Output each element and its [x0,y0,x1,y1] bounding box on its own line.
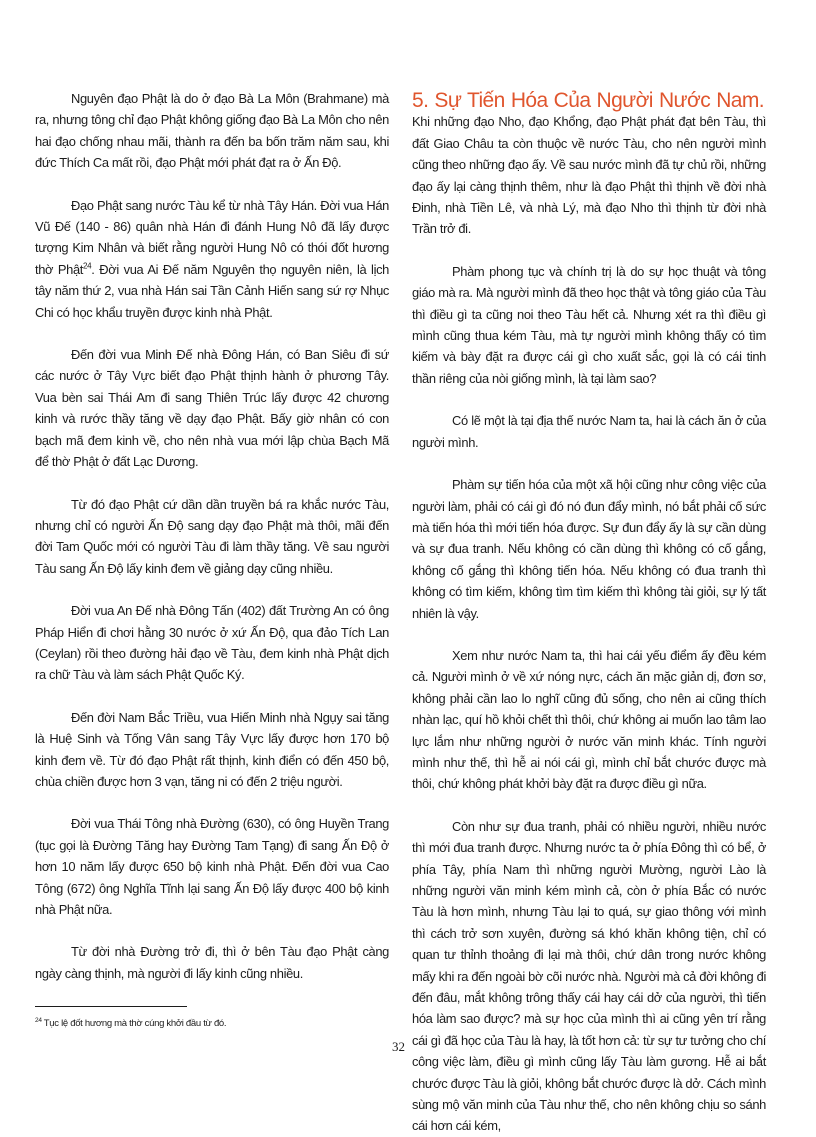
footnote-divider [35,1006,187,1007]
paragraph [35,195,389,323]
paragraph [412,88,766,240]
paragraph: Phàm sự tiến hóa của một xã hội cũng như công việc của người làm, phải có cái gì đó nó đun đẩy mình, nó bắt phải cố sức mà tiến hóa thì mới tiến hóa được. Sự đun đẩy ấy là sự cần dùng và sự đua tranh. Nếu không có cần dùng thì không có cố gắng, không cố gắng thì không tiến hóa. Nếu không có đua tranh thì không có tìm kiếm, không tìm tìm kiếm thì không tài giỏi, sự lý tất nhiên là vậy. [412,477,766,621]
paragraph: Có lẽ một là tại địa thế nước Nam ta, hai là cách ăn ở của người mình. [412,413,766,450]
paragraph: Từ đời nhà Đường trở đi, thì ở bên Tàu đạo Phật càng ngày càng thịnh, mà người đi lấy kinh cũng nhiều. [35,944,389,981]
paragraph-text-continued: . Đời vua Ai Đế năm Nguyên thọ nguyên niên, là lịch tây năm thứ 2, vua nhà Hán sai Tần Cảnh Hiến sang sứ rợ Nhục Chi có học khẩu truyền được kinh nhà Phật. [35,261,389,320]
paragraph: Đời vua Thái Tông nhà Đường (630), có ông Huyền Trang (tục gọi là Đường Tăng hay Đường Tam Tạng) đi sang Ấn Độ ở hơn 10 năm lấy được 650 bộ kinh nhà Phật. Đến đời vua Cao Tông (672) ông Nghĩa Tĩnh lại sang Ấn Độ lấy được 400 bộ kinh nhà Phật nữa. [35,816,389,917]
footnote-text: Tục lệ đốt hương mà thờ cúng khởi đầu từ đó. [41,1018,227,1029]
paragraph: Xem như nước Nam ta, thì hai cái yếu điểm ấy đều kém cả. Người mình ở về xứ nóng nực, cách ăn mặc giản dị, đơn sơ, không phải cần lao lo nghĩ cũng đủ sống, cho nên ai cũng thích nhàn lạc, quí hồ khỏi chết thì thôi, chứ không ai muốn lao tâm lao lực lắm như những người ở nước văn minh khác. Tính người mình như thế, thì hễ ai nói cái gì, mình chỉ bắt chước được mà thôi, chứ không phát khởi bày đặt ra được điều gì nữa. [412,647,766,792]
paragraph-text: Đạo Phật sang nước Tàu kể từ nhà Tây Hán. Đời vua Hán Vũ Đế (140 - 86) quân nhà Hán đi đánh Hung Nô đã lấy được tượng Kim Nhân và biết rằng người Hung Nô có thói đốt hương thờ Phật [35,197,389,277]
paragraph: Nguyên đạo Phật là do ở đạo Bà La Môn (Brahmane) mà ra, nhưng tông chỉ đạo Phật không giống đạo Bà La Môn cho nên hai đạo chống nhau mãi, thành ra đến ba bốn trăm năm sau, khi đức Thích Ca mất rồi, đạo Phật mới phát đạt ra ở Ấn Độ. [35,91,389,171]
section-heading: 5. Sự Tiến Hóa Của Người Nước Nam. [412,89,764,112]
page-number: 32 [392,1039,405,1054]
paragraph: Phàm phong tục và chính trị là do sự học thuật và tông giáo mà ra. Mà người mình đã theo học thật và tông giáo của Tàu thì điều gì ta cũng noi theo Tàu hết cả. Nhưng xét ra thì điều gì mình cũng thua kém Tàu, mà tự người mình không thấy có tìm kiếm và bày đặt ra được cái gì cho xuất sắc, gọi là có cái tinh thần riêng của nòi giống mình, là tại làm sao? [412,263,766,386]
footnote-reference[interactable]: 24 [83,261,92,271]
paragraph: Còn như sự đua tranh, phải có nhiều người, nhiều nước thì mới đua tranh được. Nhưng nước ta ở phía Đông thì có bể, ở phía Tây, phía Nam thì những người Mường, người Lào là những người văn minh kém mình cả, còn ở phía Bắc có nước Tàu là hơn mình, nhưng Tàu lại to quá, sự giao thông với mình thì cách trở sơn xuyên, đường sá khó khăn không tiện, chỉ có quan tư thỉnh thoảng đi lại mà thôi, chứ dân trong nước không mấy khi ra đến ngoài bờ cõi nước nhà. Người mà cả đời không đi đến đâu, mắt không trông thấy cái hay cái dở của người, thì tiến hóa làm sao được? mà sự học của mình thì ai cũng yên trí rằng cái gì đã học của Tàu là hay, là tốt hơn cả: từ sự tư tưởng cho chí công việc làm, điều gì mình cũng lấy Tàu làm gương. Hễ ai bắt chước được Tàu là giỏi, không bắt chước được là dở. Cách mình sùng mộ văn minh của Tàu như thế, cho nên không chịu so sánh cái hơn cái kém, [412,818,766,1134]
left-column [35,88,389,1005]
paragraph: Đến đời Nam Bắc Triều, vua Hiến Minh nhà Ngụy sai tăng là Huệ Sinh và Tống Vân sang Tây Vực lấy được hơn 170 bộ kinh đem về. Từ đó đạo Phật rất thịnh, kinh điển có đến 450 bộ, chùa chiền được hơn 3 vạn, tăng ni có đến 2 triệu người. [35,709,389,789]
paragraph: Đến đời vua Minh Đế nhà Đông Hán, có Ban Siêu đi sứ các nước ở Tây Vực biết đạo Phật thịnh hành ở phương Tây. Vua bèn sai Thái Am đi sang Thiên Trúc lấy được 42 chương kinh và rước thầy tăng về dạy đạo Phật. Bấy giờ nhân có con bạch mã đem kinh về, cho nên nhà vua mới lập chùa Bạch Mã để thờ Phật ở đất Lạc Dương. [35,347,389,470]
paragraph-text: Khi những đạo Nho, đạo Khổng, đạo Phật phát đạt bên Tàu, thì đất Giao Châu ta còn thuộc về nước Tàu, cho nên người mình cũng theo những đạo ấy. Về sau nước mình đã tự chủ rồi, những đạo ấy lại càng thịnh thêm, như là đạo Phật thì thịnh về đời nhà Đinh, nhà Tiền Lê, và nhà Lý, mà đạo Nho thì thịnh từ đời nhà Trần trở đi. [412,114,766,237]
paragraph: Từ đó đạo Phật cứ dần dần truyền bá ra khắc nước Tàu, nhưng chỉ có người Ấn Độ sang dạy đạo Phật mà thôi, mãi đến đời Tam Quốc mới có người Tàu đi làm thầy tăng. Về sau người Tàu sang Ấn Độ lấy kinh đem về giảng dạy cũng nhiều. [35,496,389,576]
footnote [35,1018,226,1029]
right-column [412,88,766,1137]
footnote-number: 24 [35,1016,42,1024]
paragraph: Đời vua An Đế nhà Đông Tấn (402) đất Trường An có ông Pháp Hiển đi chơi hằng 30 nước ở xứ Ấn Độ, qua đảo Tích Lan (Ceylan) rồi theo đường hải đạo về Tàu, đem kinh nhà Phật dịch ra chữ Tàu và làm sách Phật Quốc Ký. [35,603,389,683]
